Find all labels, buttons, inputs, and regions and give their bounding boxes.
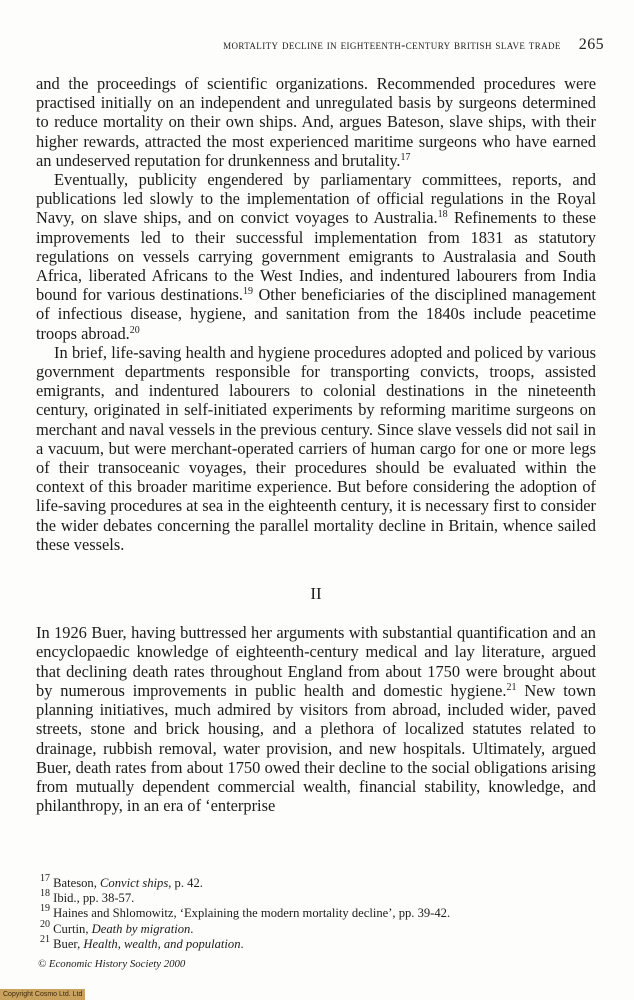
running-title: mortality decline in eighteenth-century british slave trade — [223, 38, 561, 52]
footnote-text: . — [190, 921, 194, 936]
paragraph-text: In 1926 Buer, having buttressed her arguments with substantial quantification and an encyclopaedic knowledge of eighteenth-century medical and lay literature, argued that declining death rates throughout England from about 1750 were brought about by numerous improvements in public health and domestic hygiene. — [36, 623, 596, 700]
page-number: 265 — [578, 36, 604, 53]
watermark: Copyright Cosmo Ltd. Ltd — [0, 989, 85, 1000]
paragraph-1 — [36, 74, 596, 170]
copyright-notice: © Economic History Society 2000 — [38, 958, 186, 970]
footnote-ref: 21 — [506, 681, 517, 693]
footnote-ref: 19 — [243, 286, 254, 298]
article-body — [36, 74, 596, 815]
paragraph-2 — [36, 170, 596, 343]
paragraph-text: Refinements to these improvements led to their successful implementation from 1831 as statutory regulations on vessels carrying government emigrants to Australasia and South Africa, liberated Africans to the West Indies, and indentured labourers from India bound for various destinations. — [36, 208, 596, 305]
footnote — [40, 873, 600, 891]
footnote-text: Curtin, — [50, 921, 92, 936]
footnote — [40, 903, 600, 921]
footnote-text: Buer, — [50, 936, 84, 951]
paragraph-4 — [36, 623, 596, 815]
paragraph-text: Eventually, publicity engendered by parliamentary committees, reports, and publications led slowly to the implementation of official regulations in the Royal Navy, on slave ships, and on convict voyages to Australia. — [36, 170, 596, 228]
footnote-number: 18 — [40, 888, 50, 900]
paragraph-text: New town planning initiatives, much admired by visitors from abroad, included wider, paved streets, stone and brick housing, and a plethora of localized statutes related to drainage, rubbish removal, water provision, and new hospitals. Ultimately, argued Buer, death rates from about 1750 owed their decline to the social obligations arising from mutually dependent commercial wealth, financial stability, knowledge, and philanthropy, in an era of ‘enterprise — [36, 680, 596, 816]
paragraph-text: Other beneficiaries of the disciplined management of infectious disease, hygiene, and sanitation from the 1840s include peacetime troops abroad. — [36, 285, 596, 343]
running-header — [60, 36, 604, 54]
footnote — [40, 918, 600, 937]
footnote-number: 20 — [40, 918, 50, 930]
footnote-title: Death by migration — [91, 921, 191, 936]
footnote-number: 19 — [40, 903, 50, 915]
paragraph-3 — [36, 343, 596, 554]
section-heading: II — [310, 584, 322, 604]
footnote-text: Haines and Shlomowitz, ‘Explaining the modern mortality decline’, pp. 39-42. — [50, 906, 451, 921]
paragraph-text: and the proceedings of scientific organizations. Recommended procedures were practised initially on an independent and unregulated basis by surgeons determined to reduce mortality on their own ships. And, argues Bateson, slave ships, with their higher rewards, attracted the most experienced maritime surgeons who have earned an undeserved reputation for drunkenness and brutality. — [36, 74, 596, 170]
footnote-number: 17 — [40, 873, 50, 884]
footnote-number: 21 — [40, 933, 50, 945]
footnote-text: Ibid., pp. 38-57. — [50, 891, 135, 906]
footnote-text: . — [240, 936, 244, 951]
footnote — [40, 888, 600, 906]
footnote-title: Health, wealth, and population — [83, 936, 241, 951]
footnote-text: Bateson, — [50, 876, 101, 890]
footnotes — [40, 873, 600, 952]
footnote-title: Convict ships — [100, 876, 169, 890]
paragraph-text: In brief, life-saving health and hygiene procedures adopted and policed by various government departments responsible for transporting convicts, troops, assisted emigrants, and indentured labourers to colonial destinations in the nineteenth century, originated in self-initiated experiments by reforming maritime surgeons on merchant and naval vessels in the previous century. Since slave vessels did not sail in a vacuum, but were merchant-operated carriers of human cargo for one or more legs of their transoceanic voyages, their procedures should be evaluated within the context of this broader maritime experience. But before considering the adoption of life-saving procedures at sea in the eighteenth century, it is necessary first to consider the wider debates concerning the parallel mortality decline in Britain, whence sailed these vessels. — [36, 342, 596, 554]
footnote-text: , p. 42. — [168, 876, 203, 890]
footnote-ref: 18 — [437, 209, 448, 221]
footnote-ref: 20 — [129, 324, 140, 336]
footnote — [40, 933, 600, 952]
footnote-ref: 17 — [400, 151, 411, 163]
